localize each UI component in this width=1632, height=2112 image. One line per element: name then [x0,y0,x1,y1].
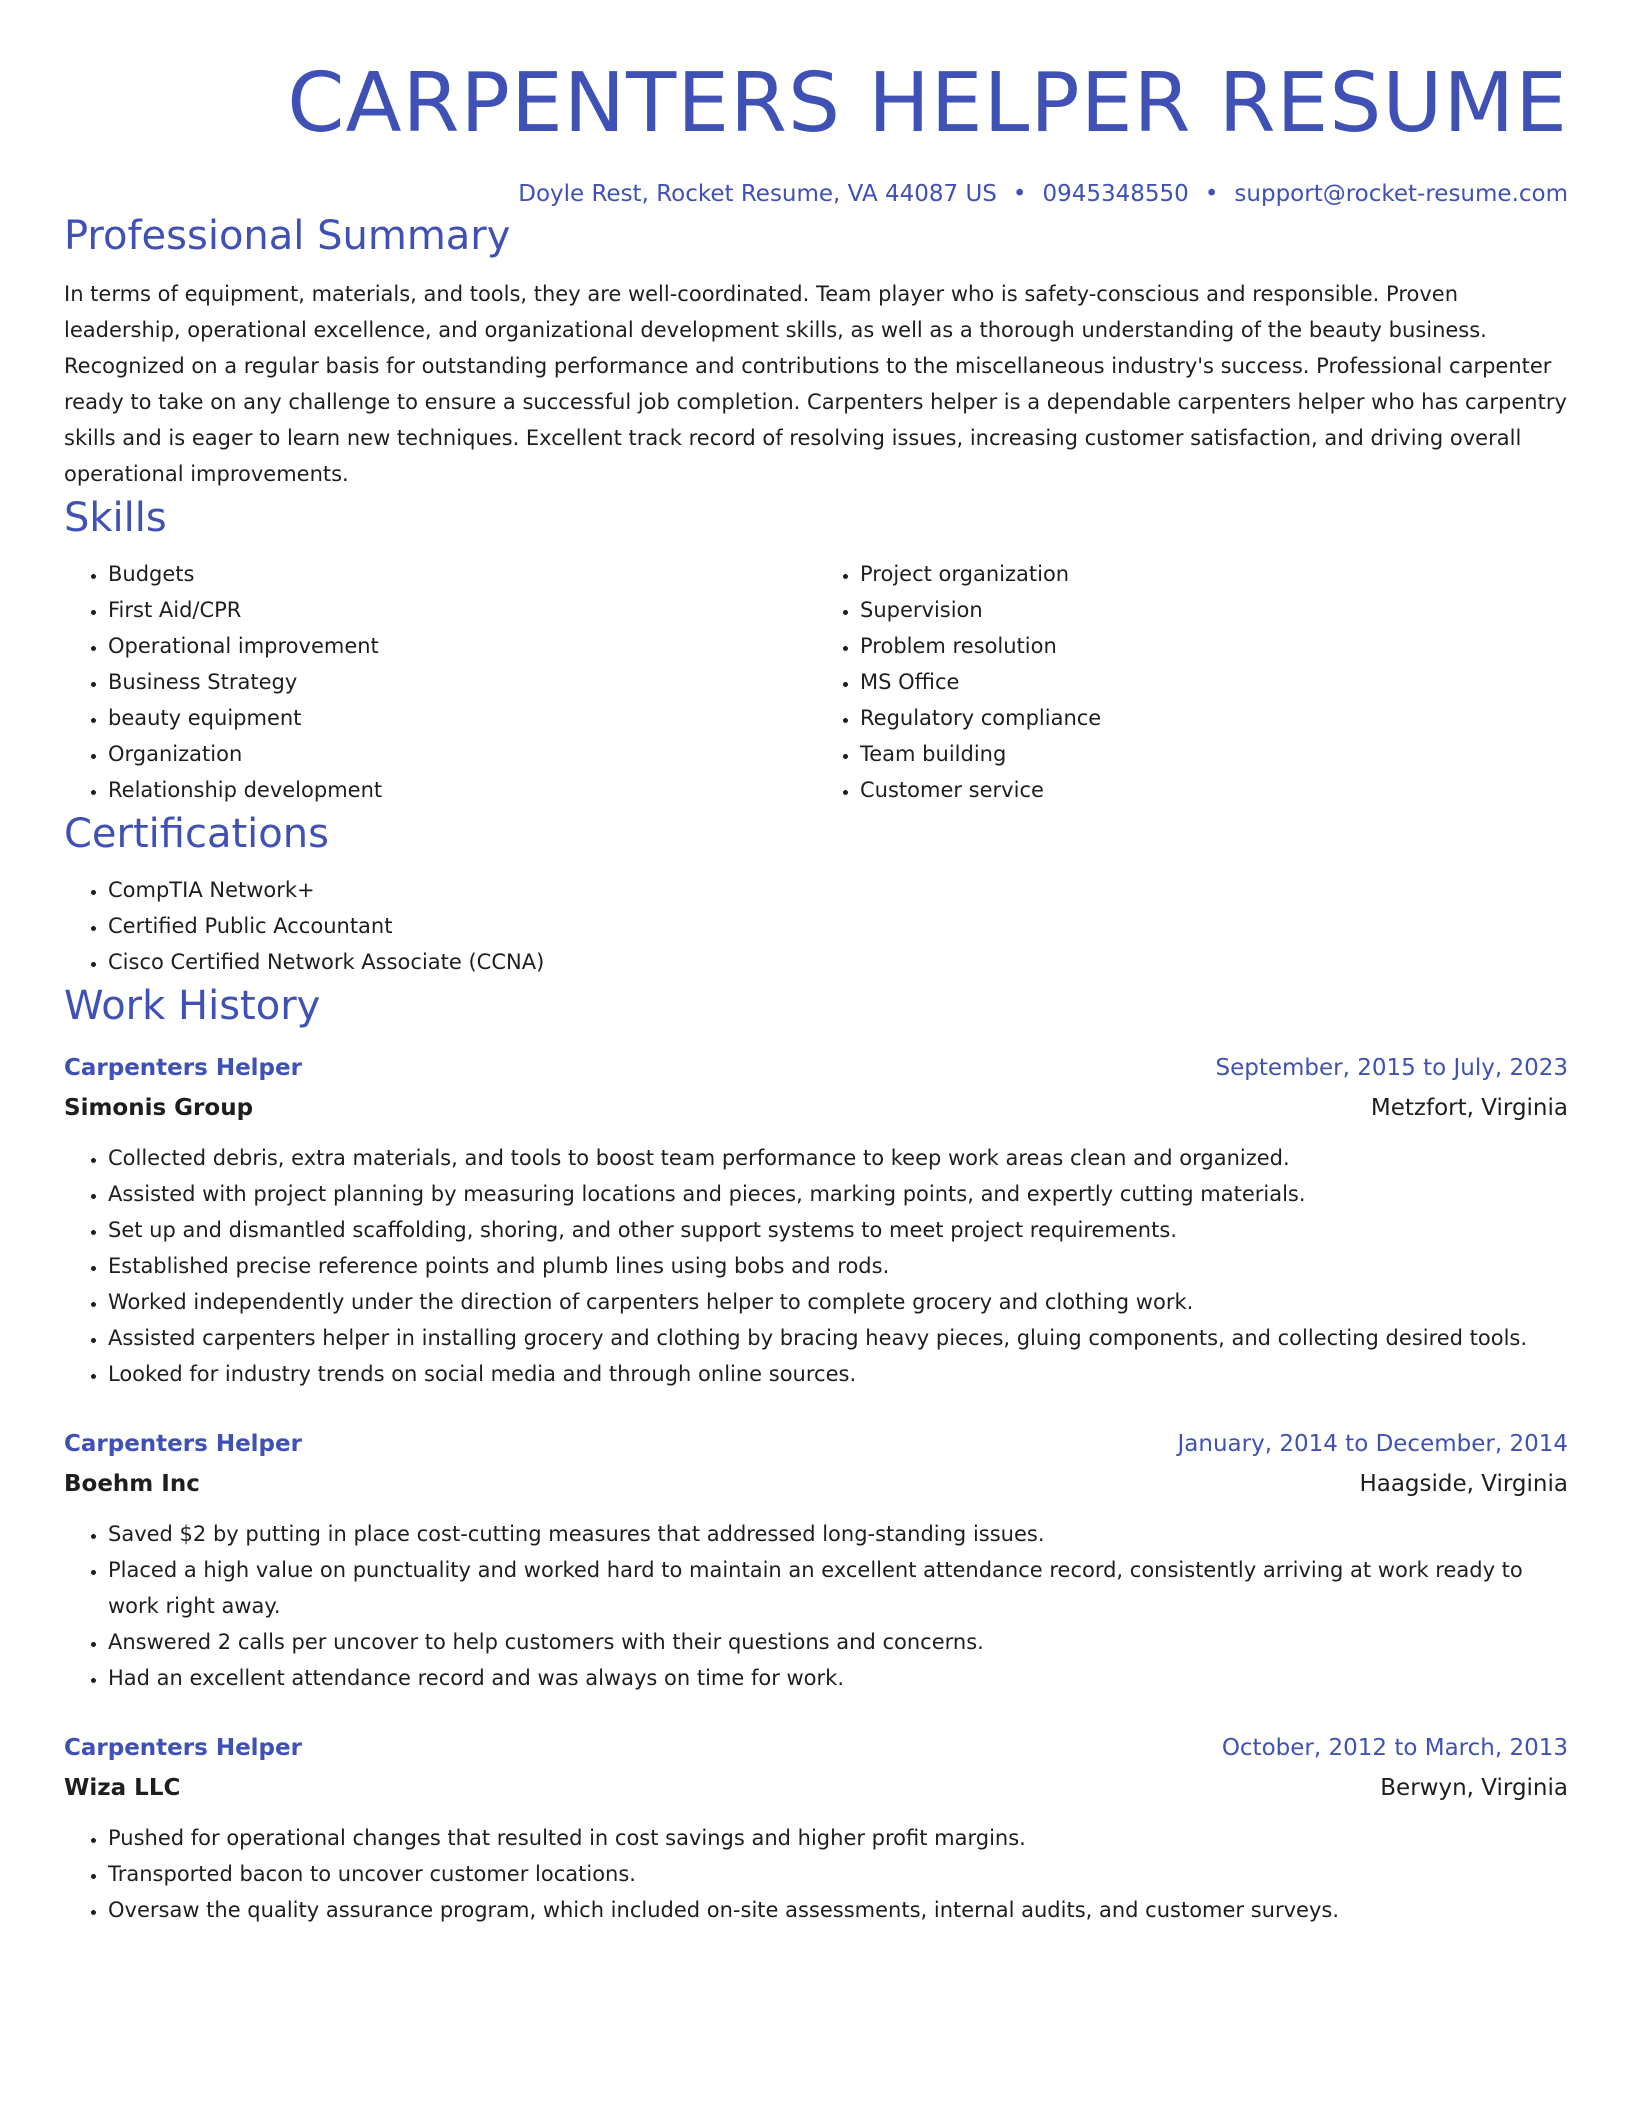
job-title: Carpenters Helper [64,1431,302,1457]
job-bullets [64,1516,1568,1696]
job-bullet: • Saved $2 by putting in place cost-cutting measures that addressed long-standing issues. [108,1516,1568,1552]
job-dates: January, 2014 to December, 2014 [1177,1431,1568,1457]
skills-list-right [816,556,1568,808]
job-bullet: • Transported bacon to uncover customer locations. [108,1856,1568,1892]
job-bullets [64,1820,1568,1928]
skills-columns [64,556,1568,808]
job-company: Boehm Inc [64,1471,200,1497]
job-bullet: • Collected debris, extra materials, and tools to boost team performance to keep work areas clean and organized. [108,1140,1568,1176]
skill-item: • Relationship development [108,772,816,808]
job-bullet: • Established precise reference points and plumb lines using bobs and rods. [108,1248,1568,1284]
skill-item: • Customer service [860,772,1568,808]
job-title: Carpenters Helper [64,1055,302,1081]
contact-line [64,178,1568,210]
job-entry [64,1424,1568,1696]
job-bullet: • Looked for industry trends on social media and through online sources. [108,1356,1568,1392]
job-bullet: • Assisted with project planning by measuring locations and pieces, marking points, and expertly cutting materials. [108,1176,1568,1212]
job-location: Metzfort, Virginia [1370,1095,1568,1121]
job-header [64,1048,1568,1088]
job-title: Carpenters Helper [64,1735,302,1761]
job-bullet: • Had an excellent attendance record and was always on time for work. [108,1660,1568,1696]
skill-item: • beauty equipment [108,700,816,736]
job-bullet: • Placed a high value on punctuality and worked hard to maintain an excellent attendance record, consistently arriving at work ready to work right away. [108,1552,1568,1624]
skill-item: • First Aid/CPR [108,592,816,628]
job-subheader [64,1088,1568,1128]
contact-separator: • [1012,181,1027,207]
skills-heading: Skills [64,495,167,541]
skill-item: • Business Strategy [108,664,816,700]
certification-item: • Certified Public Accountant [108,908,1568,944]
certifications-heading: Certifications [64,811,329,857]
job-location: Haagside, Virginia [1359,1471,1568,1497]
job-header [64,1424,1568,1464]
job-header [64,1728,1568,1768]
skill-item: • Supervision [860,592,1568,628]
skill-item: • Regulatory compliance [860,700,1568,736]
job-entry [64,1048,1568,1392]
skill-item: • Team building [860,736,1568,772]
job-company: Simonis Group [64,1095,254,1121]
contact-address: Doyle Rest, Rocket Resume, VA 44087 US [518,181,997,207]
job-dates: September, 2015 to July, 2023 [1215,1055,1568,1081]
summary-text: In terms of equipment, materials, and tools, they are well-coordinated. Team player who is safety-conscious and responsible. Proven leadership, operational excellence, and organizational development skills, as well as a thorough understanding of the beauty business. Recognized on a regular basis for outstanding performance and contributions to the miscellaneous industry's success. Professional carpenter ready to take on any challenge to ensure a successful job completion. Carpenters helper is a dependable carpenters helper who has carpentry skills and is eager to learn new techniques. Excellent track record of resolving issues, increasing customer satisfaction, and driving overall operational improvements. [64,282,1567,486]
work-history-heading: Work History [64,983,321,1029]
contact-email: support@rocket-resume.com [1234,181,1568,207]
skill-item: • Operational improvement [108,628,816,664]
skill-item: • MS Office [860,664,1568,700]
job-bullet: • Pushed for operational changes that resulted in cost savings and higher profit margins. [108,1820,1568,1856]
job-entry [64,1728,1568,1928]
skill-item: • Organization [108,736,816,772]
skill-item: • Problem resolution [860,628,1568,664]
job-bullet: • Assisted carpenters helper in installing grocery and clothing by bracing heavy pieces, gluing components, and collecting desired tools. [108,1320,1568,1356]
certification-item: • CompTIA Network+ [108,872,1568,908]
job-subheader [64,1768,1568,1808]
job-company: Wiza LLC [64,1775,181,1801]
job-bullet: • Worked independently under the direction of carpenters helper to complete grocery and clothing work. [108,1284,1568,1320]
contact-phone: 0945348550 [1042,181,1189,207]
job-bullets [64,1140,1568,1392]
skill-item: • Project organization [860,556,1568,592]
job-bullet: • Answered 2 calls per uncover to help customers with their questions and concerns. [108,1624,1568,1660]
resume-title: CARPENTERS HELPER RESUME [287,56,1568,151]
job-dates: October, 2012 to March, 2013 [1221,1735,1568,1761]
skills-list-left [64,556,816,808]
job-bullet: • Oversaw the quality assurance program, which included on-site assessments, internal audits, and customer surveys. [108,1892,1568,1928]
contact-separator: • [1204,181,1219,207]
job-subheader [64,1464,1568,1504]
job-bullet: • Set up and dismantled scaffolding, shoring, and other support systems to meet project requirements. [108,1212,1568,1248]
job-location: Berwyn, Virginia [1380,1775,1568,1801]
summary-heading: Professional Summary [64,213,511,259]
skill-item: • Budgets [108,556,816,592]
certifications-list [64,872,1568,980]
certification-item: • Cisco Certified Network Associate (CCNA) [108,944,1568,980]
